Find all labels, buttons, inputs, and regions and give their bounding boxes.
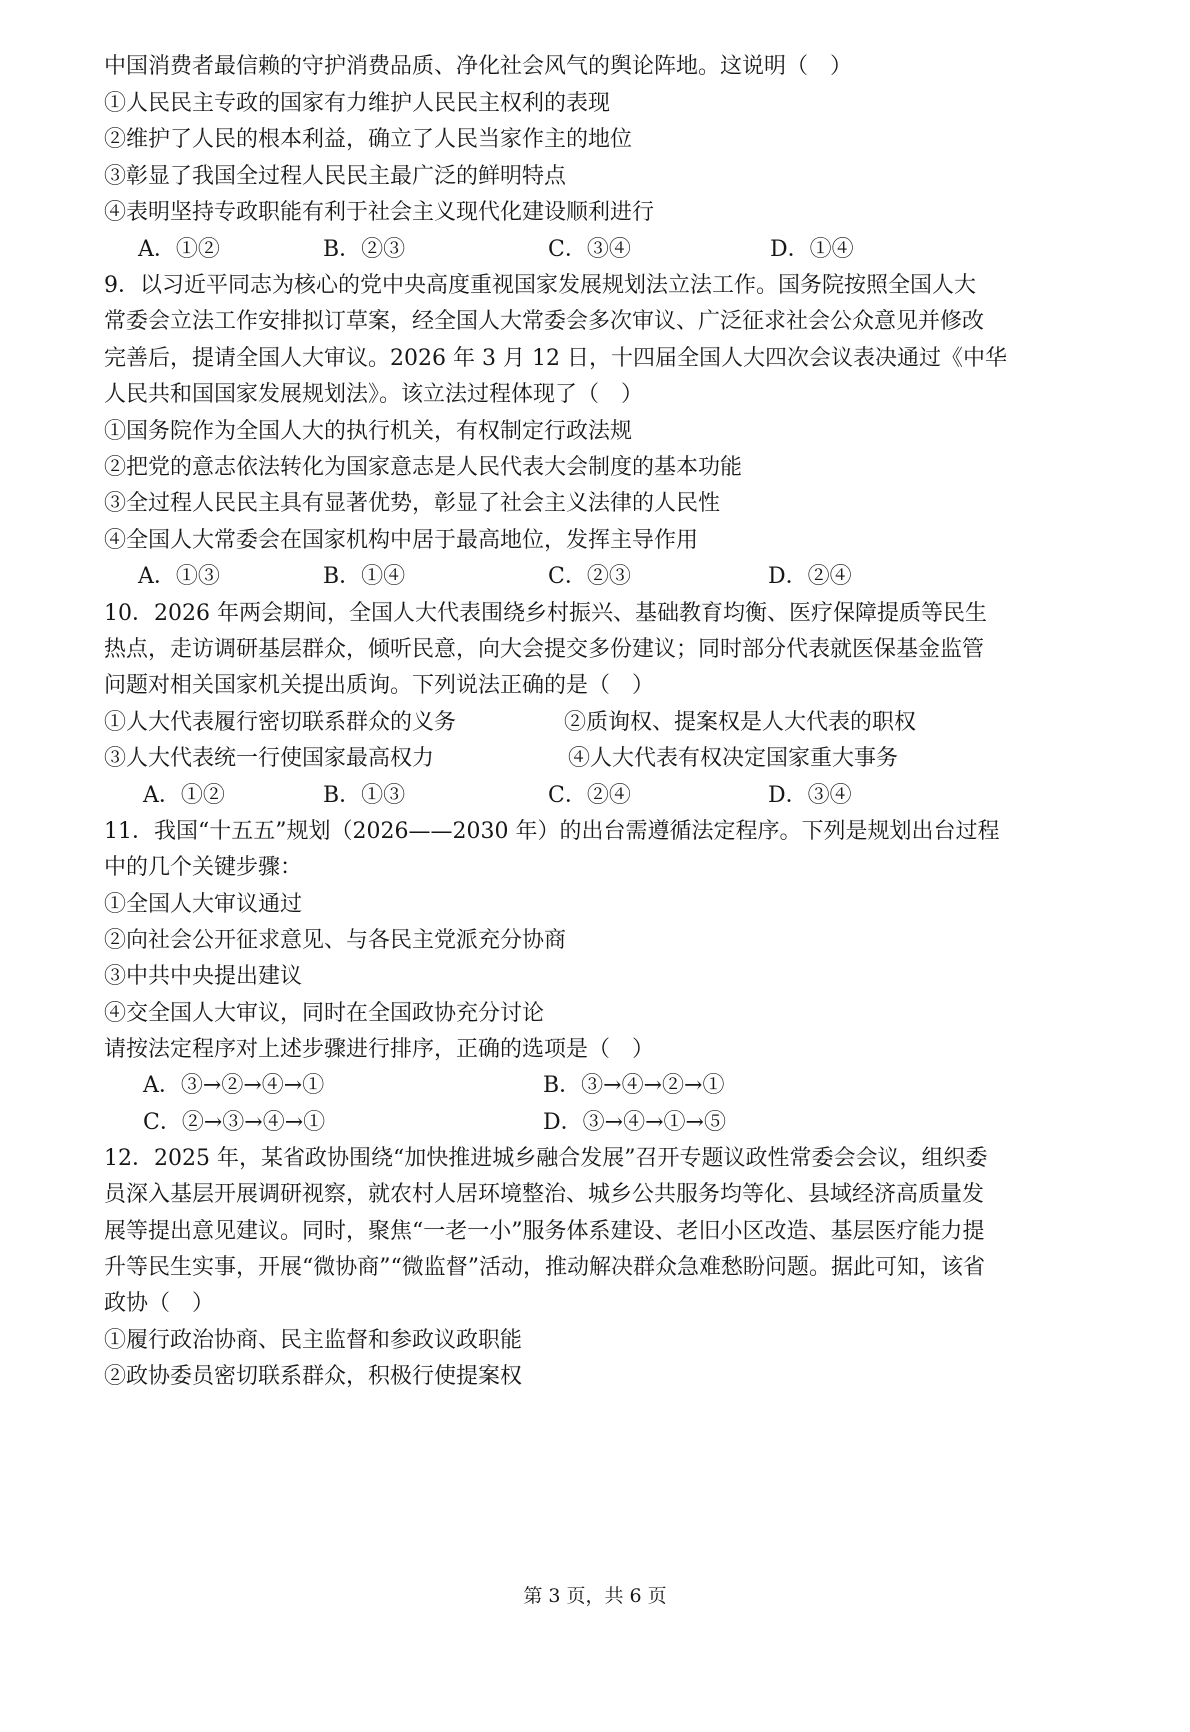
q10-statement-4: ④人大代表有权决定国家重大事务 [568, 746, 899, 771]
q10-statement-3: ③人大代表统一行使国家最高权力 [104, 746, 435, 771]
q11-statement-3: ③中共中央提出建议 [104, 964, 303, 989]
q11-option-a: A．③→②→④→① [143, 1073, 325, 1098]
q9-option-c: C．②③ [548, 564, 631, 589]
q9-statement-1: ①国务院作为全国人大的执行机关，有权制定行政法规 [104, 419, 633, 444]
q10-stem-line-3: 问题对相关国家机关提出质询。下列说法正确的是（ ） [104, 673, 655, 698]
page-number-footer: 第 3 页，共 6 页 [523, 1585, 667, 1607]
q9-stem-line-4: 人民共和国国家发展规划法》。该立法过程体现了（ ） [104, 382, 644, 407]
q8-statement-2: ②维护了人民的根本利益，确立了人民当家作主的地位 [104, 127, 633, 152]
q12-statement-1: ①履行政治协商、民主监督和参政议政职能 [104, 1328, 523, 1353]
q9-option-a: A．①③ [138, 564, 220, 589]
q10-statement-2: ②质询权、提案权是人大代表的职权 [564, 710, 917, 735]
q9-statement-3: ③全过程人民民主具有显著优势，彰显了社会主义法律的人民性 [104, 491, 721, 516]
q8-statement-3: ③彰显了我国全过程人民民主最广泛的鲜明特点 [104, 164, 567, 189]
q11-statement-4: ④交全国人大审议，同时在全国政协充分讨论 [104, 1001, 545, 1026]
q8-stem-tail: 中国消费者最信赖的守护消费品质、净化社会风气的舆论阵地。这说明（ ） [104, 54, 853, 79]
q9-option-d: D．②④ [768, 564, 852, 589]
q9-option-b: B．①④ [323, 564, 406, 589]
q8-option-b: B．②③ [323, 237, 406, 262]
q10-stem-line-1: 10．2026 年两会期间，全国人大代表围绕乡村振兴、基础教育均衡、医疗保障提质等民生 [104, 601, 987, 626]
q11-prompt: 请按法定程序对上述步骤进行排序，正确的选项是（ ） [104, 1037, 655, 1062]
q11-statement-1: ①全国人大审议通过 [104, 892, 303, 917]
q9-stem-line-2: 常委会立法工作安排拟订草案，经全国人大常委会多次审议、广泛征求社会公众意见并修改 [104, 309, 985, 334]
q8-option-d: D．①④ [770, 237, 854, 262]
q8-statement-1: ①人民民主专政的国家有力维护人民民主权利的表现 [104, 91, 611, 116]
q10-option-c: C．②④ [548, 783, 631, 808]
q11-statement-2: ②向社会公开征求意见、与各民主党派充分协商 [104, 928, 567, 953]
q12-stem-line-2: 员深入基层开展调研视察，就农村人居环境整治、城乡公共服务均等化、县域经济高质量发 [104, 1182, 985, 1207]
q9-statement-4: ④全国人大常委会在国家机构中居于最高地位，发挥主导作用 [104, 528, 699, 553]
q12-stem-line-3: 展等提出意见建议。同时，聚焦“一老一小”服务体系建设、老旧小区改造、基层医疗能力提 [104, 1219, 985, 1244]
q12-stem-line-5: 政协（ ） [104, 1291, 215, 1316]
q9-stem-line-3: 完善后，提请全国人大审议。2026 年 3 月 12 日，十四届全国人大四次会议表决通过《中华 [104, 346, 1007, 371]
q11-stem-line-1: 11．我国“十五五”规划（2026——2030 年）的出台需遵循法定程序。下列是规划出台过程 [104, 819, 1000, 844]
q10-option-b: B．①③ [323, 783, 406, 808]
q9-statement-2: ②把党的意志依法转化为国家意志是人民代表大会制度的基本功能 [104, 455, 743, 480]
q8-statement-4: ④表明坚持专政职能有利于社会主义现代化建设顺利进行 [104, 200, 655, 225]
q8-option-c: C．③④ [548, 237, 631, 262]
q10-statement-1: ①人大代表履行密切联系群众的义务 [104, 710, 457, 735]
q12-stem-line-4: 升等民生实事，开展“微协商”“微监督”活动，推动解决群众急难愁盼问题。据此可知，该省 [104, 1255, 985, 1280]
q11-option-c: C．②→③→④→① [143, 1110, 326, 1135]
q8-option-a: A．①② [138, 237, 220, 262]
q9-stem-line-1: 9．以习近平同志为核心的党中央高度重视国家发展规划法立法工作。国务院按照全国人大 [104, 273, 977, 298]
q11-stem-line-2: 中的几个关键步骤： [104, 855, 303, 880]
q11-option-b: B．③→④→②→① [543, 1073, 725, 1098]
q12-stem-line-1: 12．2025 年，某省政协围绕“加快推进城乡融合发展”召开专题议政性常委会会议，组织委 [104, 1146, 988, 1171]
q10-stem-line-2: 热点，走访调研基层群众，倾听民意，向大会提交多份建议；同时部分代表就医保基金监管 [104, 637, 985, 662]
q11-option-d: D．③→④→①→⑤ [543, 1110, 726, 1135]
q10-option-d: D．③④ [768, 783, 852, 808]
q10-option-a: A．①② [143, 783, 225, 808]
q12-statement-2: ②政协委员密切联系群众，积极行使提案权 [104, 1364, 523, 1389]
